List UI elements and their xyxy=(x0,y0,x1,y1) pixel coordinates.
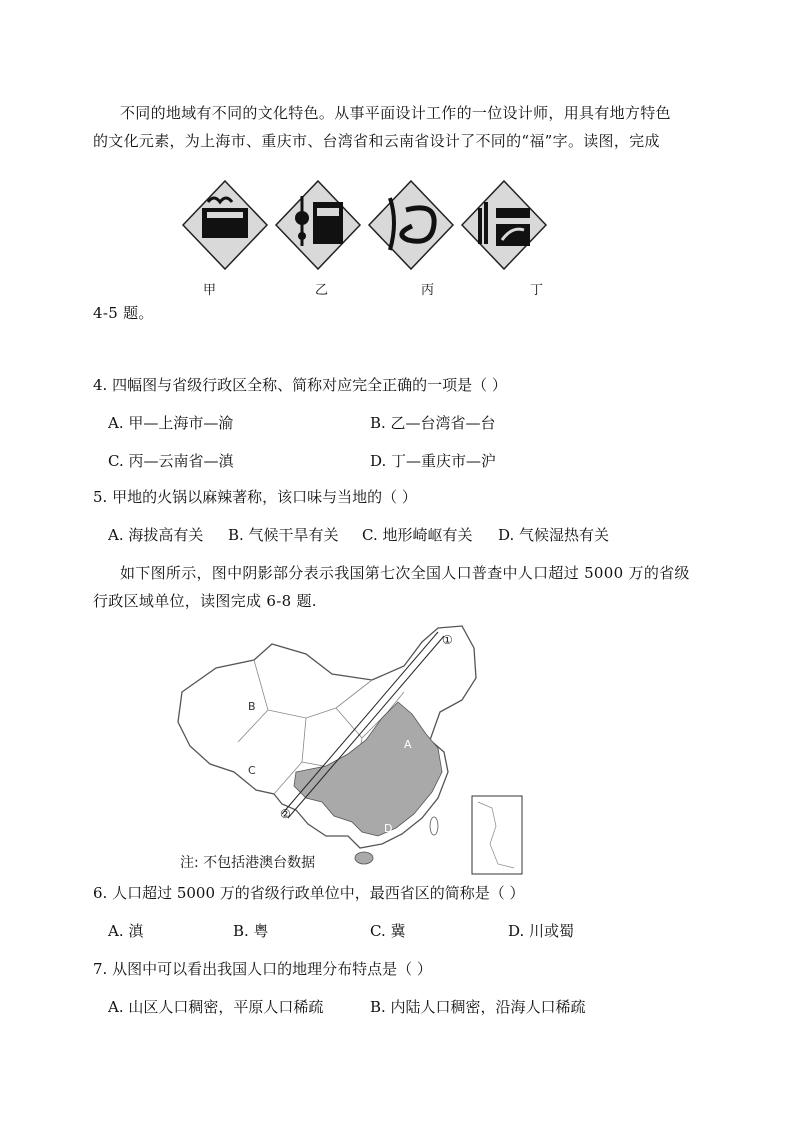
intro-line-1: 不同的地域有不同的文化特色。从事平面设计工作的一位设计师，用具有地方特色 xyxy=(120,104,671,122)
q6-option-c: C. 冀 xyxy=(370,922,406,940)
intro2-line-2: 行政区域单位，读图完成 6-8 题. xyxy=(93,592,317,610)
question-6-stem: 6. 人口超过 5000 万的省级行政单位中，最西省区的简称是（ ） xyxy=(93,884,525,902)
q5-option-d: D. 气候湿热有关 xyxy=(498,526,610,544)
fu-label-jia: 甲 xyxy=(203,283,217,298)
line-marker-1: ① xyxy=(442,633,453,647)
q4-option-b: B. 乙—台湾省—台 xyxy=(370,414,496,432)
fu-label-bing: 丙 xyxy=(421,283,435,298)
region-label-a: A xyxy=(404,738,412,751)
intro-line-2: 的文化元素，为上海市、重庆市、台湾省和云南省设计了不同的“福”字。读图，完成 xyxy=(93,132,660,150)
fu-label-ding: 丁 xyxy=(530,283,544,298)
fu-design-figure xyxy=(180,178,552,272)
fu-diamond-yi xyxy=(276,181,360,269)
region-label-d: D xyxy=(384,822,393,835)
q4-option-c: C. 丙—云南省—滇 xyxy=(108,452,234,470)
q7-option-a: A. 山区人口稠密，平原人口稀疏 xyxy=(108,998,324,1016)
question-7-stem: 7. 从图中可以看出我国人口的地理分布特点是（ ） xyxy=(93,960,432,978)
intro2-line-1: 如下图所示，图中阴影部分表示我国第七次全国人口普查中人口超过 5000 万的省级 xyxy=(120,564,690,582)
q5-option-b: B. 气候干旱有关 xyxy=(228,526,339,544)
fu-label-yi: 乙 xyxy=(315,283,329,298)
line-marker-2: ② xyxy=(280,807,291,821)
question-4-stem: 4. 四幅图与省级行政区全称、简称对应完全正确的一项是（ ） xyxy=(93,376,507,394)
q7-option-b: B. 内陆人口稠密，沿海人口稀疏 xyxy=(370,998,586,1016)
q6-option-d: D. 川或蜀 xyxy=(508,922,575,940)
q5-option-a: A. 海拔高有关 xyxy=(108,526,204,544)
region-label-c: C xyxy=(248,764,256,777)
q4-option-d: D. 丁—重庆市—沪 xyxy=(370,452,497,470)
question-5-stem: 5. 甲地的火锅以麻辣著称，该口味与当地的（ ） xyxy=(93,488,417,506)
hainan-island xyxy=(355,852,373,864)
q5-option-c: C. 地形崎岖有关 xyxy=(362,526,473,544)
intro-line-3: 4-5 题。 xyxy=(93,304,154,322)
q6-option-b: B. 粤 xyxy=(233,922,269,940)
q4-option-a: A. 甲—上海市—渝 xyxy=(108,414,234,432)
fu-diamond-jia xyxy=(183,181,267,269)
china-population-map xyxy=(176,622,528,878)
china-outline xyxy=(178,626,476,848)
map-note: 注: 不包括港澳台数据 xyxy=(180,855,316,871)
q6-option-a: A. 滇 xyxy=(108,922,144,940)
taiwan-island xyxy=(430,817,438,835)
fu-diamond-bing xyxy=(369,181,453,269)
region-label-b: B xyxy=(248,700,256,713)
fu-diamond-ding xyxy=(462,181,546,269)
